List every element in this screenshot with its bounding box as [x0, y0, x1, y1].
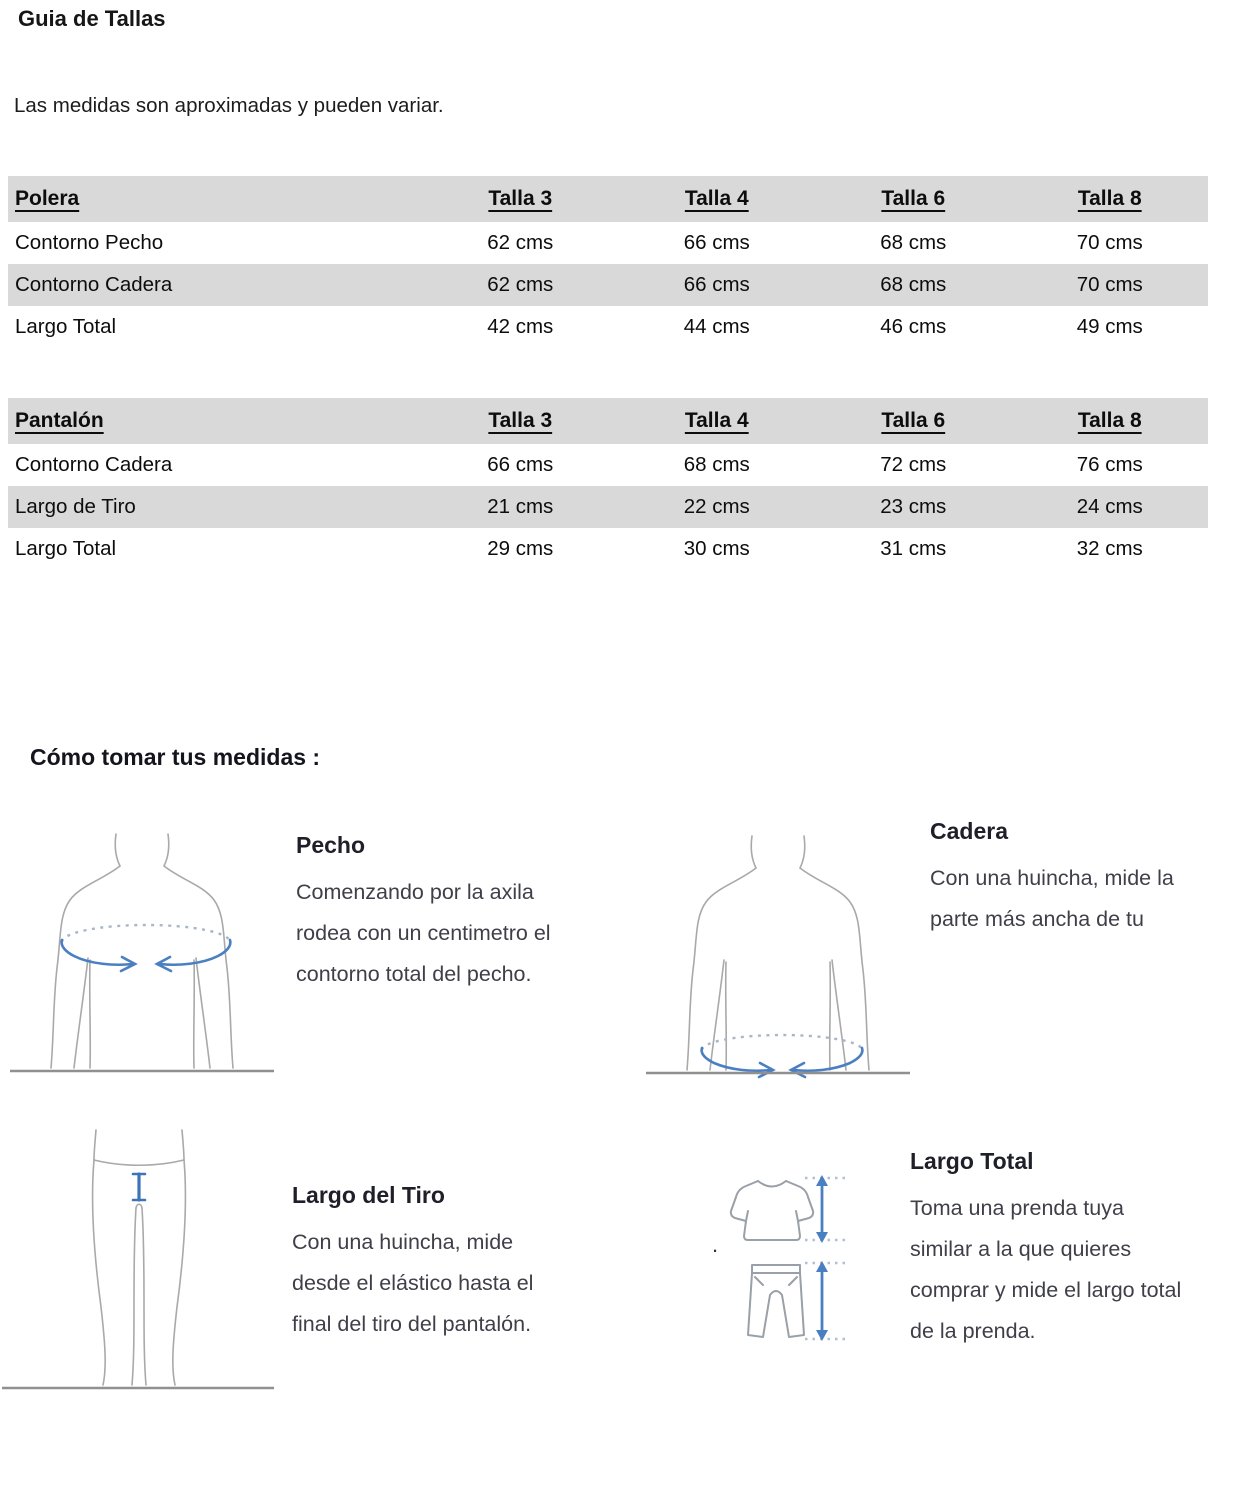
cadera-section: [930, 816, 1246, 940]
row-label: Contorno Cadera: [15, 453, 173, 476]
cadera-title: Cadera: [930, 818, 1008, 844]
table-row: [8, 486, 1208, 528]
largo-total-text-line: similar a la que quieres: [910, 1237, 1132, 1261]
stray-dot-mark: .: [712, 1232, 719, 1257]
cell-value: 70 cms: [1076, 273, 1143, 296]
column-header: Talla 4: [684, 187, 749, 210]
page-subtitle: Las medidas son aproximadas y pueden variar.: [14, 94, 444, 117]
column-header: Talla 3: [488, 187, 553, 210]
cell-value: 62 cms: [487, 273, 554, 296]
pecho-text-line: rodea con un centimetro el: [296, 921, 551, 945]
pecho-section: [296, 830, 641, 995]
cell-value: 76 cms: [1076, 453, 1143, 476]
cell-value: 32 cms: [1076, 537, 1143, 560]
row-label: Largo Total: [15, 537, 117, 560]
table-row: [8, 444, 1208, 486]
cell-value: 44 cms: [683, 315, 750, 338]
largo-tiro-text-line: final del tiro del pantalón.: [292, 1312, 532, 1336]
shirt-length-arrow: [816, 1175, 828, 1243]
tshirt-icon: [731, 1181, 813, 1240]
largo-tiro-section: [292, 1180, 637, 1345]
cadera-text-line: parte más ancha de tu: [930, 907, 1144, 931]
rise-measure-bar: [133, 1174, 145, 1200]
largo-tiro-title: Largo del Tiro: [292, 1182, 445, 1208]
table-row: [8, 264, 1208, 306]
table-row: [8, 528, 1208, 570]
cell-value: 46 cms: [880, 315, 947, 338]
measure-tape-dashed-arc: [62, 925, 230, 942]
torso-chest-measure-illustration: [4, 828, 280, 1078]
pecho-text-line: contorno total del pecho.: [296, 962, 532, 986]
largo-tiro-text-line: Con una huincha, mide: [292, 1230, 514, 1254]
pants-length-arrow: [816, 1261, 828, 1341]
largo-total-text-line: de la prenda.: [910, 1319, 1036, 1343]
row-label: Largo de Tiro: [15, 495, 136, 518]
largo-total-text-line: Toma una prenda tuya: [910, 1196, 1124, 1220]
cell-value: 23 cms: [880, 495, 947, 518]
column-header: Talla 6: [881, 409, 946, 432]
pecho-title: Pecho: [296, 832, 366, 858]
column-header: Talla 4: [684, 409, 749, 432]
largo-tiro-text-line: desde el elástico hasta el: [292, 1271, 534, 1295]
how-to-heading: Cómo tomar tus medidas :: [30, 744, 321, 770]
cadera-text-line: Con una huincha, mide la: [930, 866, 1174, 890]
largo-total-section: [910, 1146, 1246, 1352]
dotted-guide-lines: [805, 1263, 850, 1339]
cell-value: 72 cms: [880, 453, 947, 476]
cell-value: 68 cms: [880, 231, 947, 254]
pantalon-size-table: [8, 398, 1208, 570]
cell-value: 30 cms: [683, 537, 750, 560]
page-title: Guia de Tallas: [18, 6, 166, 31]
cell-value: 66 cms: [487, 453, 554, 476]
table-title-pantalon: Pantalón: [15, 409, 104, 432]
legs-rise-measure-illustration: [0, 1122, 276, 1392]
cell-value: 66 cms: [683, 273, 750, 296]
cell-value: 22 cms: [683, 495, 750, 518]
cell-value: 42 cms: [487, 315, 554, 338]
cell-value: 31 cms: [880, 537, 947, 560]
row-label: Contorno Cadera: [15, 273, 173, 296]
pecho-text-line: Comenzando por la axila: [296, 880, 534, 904]
cell-value: 49 cms: [1076, 315, 1143, 338]
polera-size-table: [8, 176, 1208, 348]
largo-total-title: Largo Total: [910, 1148, 1034, 1174]
cell-value: 66 cms: [683, 231, 750, 254]
column-header: Talla 8: [1077, 187, 1142, 210]
cell-value: 68 cms: [880, 273, 947, 296]
cell-value: 62 cms: [487, 231, 554, 254]
cell-value: 70 cms: [1076, 231, 1143, 254]
torso-hip-measure-illustration: [640, 830, 916, 1080]
cell-value: 29 cms: [487, 537, 554, 560]
pants-icon: [748, 1265, 804, 1337]
row-label: Contorno Pecho: [15, 231, 164, 254]
cell-value: 68 cms: [683, 453, 750, 476]
table-row: [8, 306, 1208, 348]
cell-value: 21 cms: [487, 495, 554, 518]
table-title-polera: Polera: [15, 187, 80, 210]
cell-value: 24 cms: [1076, 495, 1143, 518]
table-header-row: [8, 176, 1208, 222]
column-header: Talla 8: [1077, 409, 1142, 432]
table-header-row: [8, 398, 1208, 444]
table-row: [8, 222, 1208, 264]
row-label: Largo Total: [15, 315, 117, 338]
garment-length-illustration: [710, 1155, 900, 1360]
column-header: Talla 6: [881, 187, 946, 210]
largo-total-text-line: comprar y mide el largo total: [910, 1278, 1182, 1302]
column-header: Talla 3: [488, 409, 553, 432]
